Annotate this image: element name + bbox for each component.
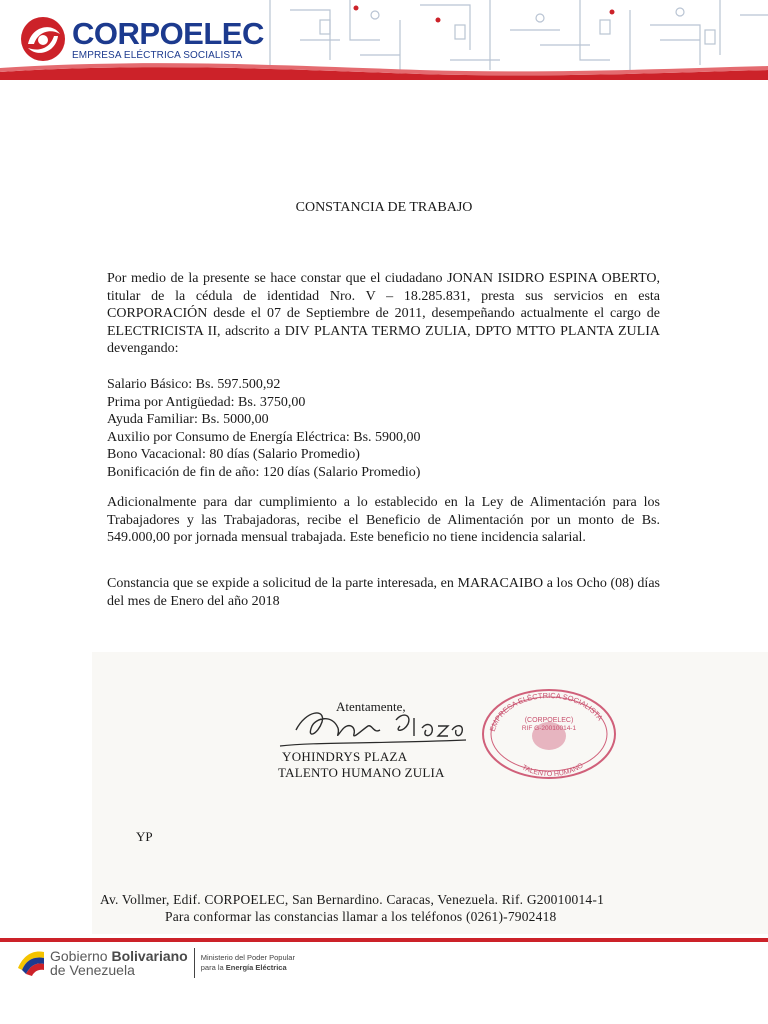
closing-greeting: Atentamente, xyxy=(336,699,406,714)
verification-phone: Para conformar las constancias llamar a los teléfonos (0261)-7902418 xyxy=(165,909,557,924)
stamp-org-text: (CORPOELEC) xyxy=(524,717,574,724)
gov-label-bold: Bolivariano xyxy=(111,948,188,964)
closing-paragraph: Constancia que se expide a solicitud de la parte interesada, en MARACAIBO a los Ocho (08) días del mes de Enero del año 2018 xyxy=(107,576,660,609)
gov-label-line2: de Venezuela xyxy=(50,962,135,978)
salary-item: Bono Vacacional: 80 días (Salario Promedio) xyxy=(107,447,360,462)
signer-department: TALENTO HUMANO ZULIA xyxy=(278,765,445,780)
government-footer-logo xyxy=(16,948,295,978)
salary-item: Bonificación de fin de año: 120 días (Salario Promedio) xyxy=(107,464,421,480)
salary-item: Salario Básico: Bs. 597.500,92 xyxy=(107,377,281,392)
brand-name: CORPOELEC xyxy=(72,15,264,51)
stamp-bottom-text: TALENTO HUMANO xyxy=(520,762,585,779)
ministry-label: Ministerio del Poder Popular xyxy=(200,953,295,962)
signer-name: YOHINDRYS PLAZA xyxy=(282,749,408,764)
ministry-prefix: para la xyxy=(200,963,224,972)
document-title: CONSTANCIA DE TRABAJO xyxy=(295,200,473,215)
benefit-paragraph: Adicionalmente para dar cumplimiento a lo establecido en la Ley de Alimentación para los Trabajadores y las Trabajadoras, recibe el Beneficio de Alimentación por un monto de Bs. 549.000,00 por jornada mensual trabajada. Este beneficio no tiene incidencia salarial. xyxy=(107,495,660,545)
venezuela-flag-icon xyxy=(16,948,46,978)
salary-items-list xyxy=(107,376,421,481)
typist-initials: YP xyxy=(136,829,153,844)
salary-item: Auxilio por Consumo de Energía Eléctrica: Bs. 5900,00 xyxy=(107,429,421,445)
company-address: Av. Vollmer, Edif. CORPOELEC, San Bernardino. Caracas, Venezuela. Rif. G20010014-1 xyxy=(100,892,605,907)
ministry-name: Energía Eléctrica xyxy=(225,963,287,972)
salary-item: Prima por Antigüedad: Bs. 3750,00 xyxy=(107,394,306,410)
footer-divider xyxy=(194,948,195,978)
official-stamp xyxy=(478,684,620,784)
brand-tagline: EMPRESA ELÉCTRICA SOCIALISTA xyxy=(72,49,243,61)
stamp-rif-text: RIF G-20010014-1 xyxy=(521,725,577,732)
intro-paragraph: Por medio de la presente se hace constar que el ciudadano JONAN ISIDRO ESPINA OBERTO, titular de la cédula de identidad Nro. V – 18.285.831, presta sus servicios en esta CORPORACIÓN desde el 07 de Septiembre de 2011, desempeñando actualmente el cargo de ELECTRICISTA II, adscrito a DIV PLANTA TERMO ZULIA, DPTO MTTO PLANTA ZULIA devengando: xyxy=(107,271,660,356)
letterhead-header xyxy=(0,0,768,80)
corpoelec-swirl-icon xyxy=(18,14,68,64)
gov-label: Gobierno xyxy=(50,948,108,964)
corpoelec-logo xyxy=(18,14,264,64)
salary-item: Ayuda Familiar: Bs. 5000,00 xyxy=(107,412,269,427)
stamp-arc-text: EMPRESA ELÉCTRICA SOCIALISTA xyxy=(487,690,605,733)
footer-red-line xyxy=(0,938,768,942)
